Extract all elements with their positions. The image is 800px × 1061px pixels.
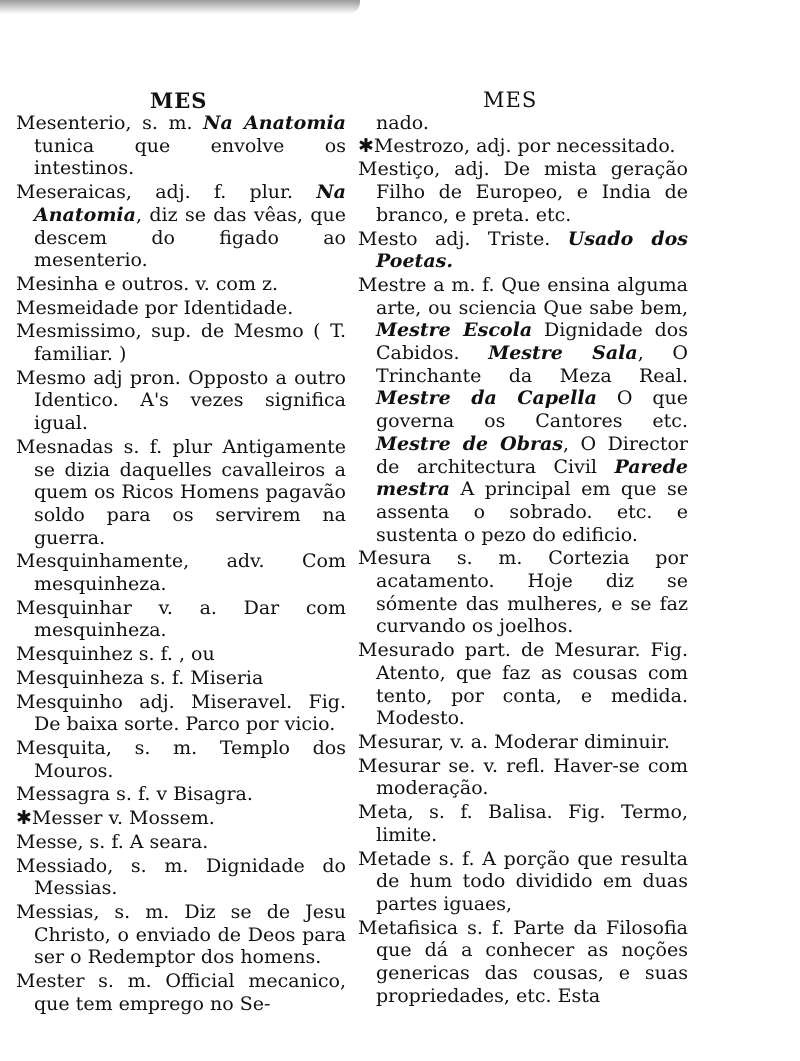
entry-definition: s. m. Cortezia por acatamento. Hoje diz se sómente das mulheres, e se faz curvando os joelhos.: [376, 547, 688, 638]
dictionary-entry: [358, 158, 688, 226]
dictionary-entry: [358, 228, 688, 273]
entry-definition: a m. f. Que ensina alguma arte, ou sciencia Que sabe bem,: [376, 273, 688, 319]
entry-headword: Mesmeidade: [16, 296, 139, 319]
entry-definition: , adv. Com mesquinheza.: [34, 550, 346, 596]
entry-headword: Mesmissimo: [16, 320, 136, 343]
entry-definition: tunica que envolve os intestinos.: [34, 134, 346, 180]
entry-headword: Mesquinhar: [16, 596, 132, 619]
dictionary-entry: [16, 112, 346, 180]
dictionary-entry: [358, 274, 688, 546]
dictionary-entry: [358, 731, 688, 754]
entry-definition: adj. Triste.: [417, 227, 568, 250]
entry-headword: Meseraicas: [16, 181, 126, 204]
entry-headword: ✱Messer: [16, 807, 103, 830]
entry-headword: Mesquita: [16, 736, 106, 759]
entry-headword: Mesura: [358, 547, 432, 570]
dictionary-entry: [358, 848, 688, 916]
dictionary-entry: [358, 917, 688, 1008]
entry-definition: s. f. Miseria: [143, 666, 264, 689]
dictionary-entry: [16, 273, 346, 296]
entry-headword: ✱Mestrozo: [358, 134, 464, 157]
dictionary-entry: [358, 639, 688, 730]
left-column: [16, 112, 346, 1016]
entry-definition: , diz se das vêas, que descem do figado ao mesenterio.: [34, 203, 346, 272]
dictionary-entry: [358, 547, 688, 638]
right-column-entries: [358, 135, 688, 1008]
entry-italic-text: Na Anatomia: [34, 181, 346, 226]
entry-definition: v. Mossem.: [102, 807, 215, 830]
dictionary-entry: [358, 801, 688, 846]
entry-definition: s. f. , ou: [132, 643, 215, 666]
entry-definition: e outros. v. com z.: [98, 272, 279, 295]
entry-headword: Messiado: [16, 854, 108, 877]
dictionary-entry: [16, 970, 346, 1015]
right-column: [358, 112, 688, 1008]
entry-headword: Mesquinho: [16, 690, 123, 713]
entry-headword: Mestre: [358, 273, 427, 296]
right-running-header: MES: [483, 88, 538, 112]
dictionary-entry: [16, 643, 346, 666]
entry-headword: Mesurado: [358, 639, 455, 662]
entry-headword: Mesto: [358, 227, 418, 250]
dictionary-entry: [16, 831, 346, 854]
entry-headword: Mesquinheza: [16, 666, 144, 689]
entry-definition: O que governa os Cantores etc.: [376, 387, 688, 433]
entry-headword: Messias: [16, 900, 94, 923]
dictionary-entry: [16, 691, 346, 736]
entry-definition: , s. m. Templo dos Mouros.: [34, 736, 346, 782]
left-running-header: MES: [150, 88, 208, 113]
dictionary-entry: [358, 755, 688, 800]
entry-definition: , adj. De mista geração Filho de Europeo, e India de branco, e preta. etc.: [376, 158, 688, 226]
entry-definition: s. f. Parte da Filosofia que dá a conhecer as noções genericas das cousas, e suas propriedades, etc. Esta: [376, 916, 688, 1007]
entry-italic-text: Mestre Escola: [376, 319, 533, 342]
entry-headword: Messagra: [16, 783, 111, 806]
entry-italic-text: Mestre da Capella: [376, 387, 597, 410]
entry-headword: Meta: [358, 801, 408, 824]
entry-definition: , s. f. A seara.: [77, 830, 209, 853]
dictionary-entry: [16, 901, 346, 969]
entry-definition: s. f. plur Antigamente se dizia daquelles cavalleiros a quem os Ricos Homens pagavão soldo para os servirem na guerra.: [34, 435, 346, 549]
dictionary-entry: [16, 807, 346, 830]
entry-definition: s. f. v Bisagra.: [110, 783, 253, 806]
entry-headword: Metafisica: [358, 916, 459, 939]
dictionary-entry: [16, 297, 346, 320]
entry-headword: Metade: [358, 847, 432, 870]
entry-definition: , s. m. Dignidade do Messias.: [34, 854, 346, 900]
entry-definition: , s. f. Balisa. Fig. Termo, limite.: [376, 801, 688, 846]
continued-text: nado.: [376, 112, 429, 134]
entry-definition: Dignidade dos Cabidos.: [376, 319, 688, 365]
dictionary-entry: [16, 737, 346, 782]
entry-definition: part. de Mesurar. Fig. Atento, que faz as cousas com tento, por conta, e medida. Modesto.: [376, 639, 688, 730]
entry-headword: Mesurar se: [358, 754, 470, 777]
entry-definition: , adj. por necessitado.: [463, 134, 676, 157]
dictionary-entry: [16, 436, 346, 550]
dictionary-entry: [16, 320, 346, 365]
dictionary-entry: [358, 135, 688, 158]
entry-headword: Mesenterio: [16, 112, 126, 134]
entry-headword: Mestiço: [358, 158, 435, 181]
entry-headword: Mester: [16, 970, 85, 993]
entry-definition: , O Director de architectura Civil: [376, 432, 688, 478]
entry-definition: por Identidade.: [138, 296, 294, 319]
entry-definition: adj pron. Opposto a outro Identico. A's vezes significa igual.: [34, 366, 346, 435]
entry-headword: Messe: [16, 830, 78, 853]
entry-headword: Mesurar: [358, 730, 439, 753]
dictionary-entry: [16, 783, 346, 806]
entry-headword: Mesquinhez: [16, 643, 133, 666]
entry-definition: s. m. Official mecanico, que tem emprego no Se-: [34, 970, 346, 1015]
entry-italic-text: Mestre Sala: [488, 342, 638, 365]
dictionary-entry: [16, 367, 346, 435]
entry-italic-text: Mestre de Obras: [376, 432, 564, 455]
dictionary-entry: [16, 667, 346, 690]
entry-headword: Mesmo: [16, 366, 86, 389]
entry-italic-text: Na Anatomia: [203, 112, 346, 134]
entry-definition: , s. m.: [125, 112, 204, 134]
entry-definition: adj. Miseravel. Fig. De baixa sorte. Parco por vicio.: [34, 690, 346, 736]
entry-definition: , adj. f. plur.: [125, 181, 317, 204]
entry-definition: , s. m. Diz se de Jesu Christo, o enviado de Deos para ser o Redemptor dos homens.: [34, 900, 346, 969]
entry-definition: , O Trinchante da Meza Real.: [376, 342, 688, 387]
dictionary-entry: [16, 597, 346, 642]
dictionary-entry: [16, 855, 346, 900]
entry-headword: Mesquinhamente: [16, 550, 184, 573]
entry-headword: Mesnadas: [16, 435, 114, 458]
dictionary-entry: [16, 550, 346, 595]
entry-definition: . v. refl. Haver-se com moderação.: [376, 754, 688, 800]
entry-italic-text: Parede mestra: [376, 455, 688, 501]
entry-definition: v. a. Dar com mesquinheza.: [34, 596, 346, 642]
entry-definition: s. f. A porção que resulta de hum todo dividido em duas partes iguaes,: [376, 847, 688, 915]
entry-definition: , sup. de Mesmo ( T. familiar. ): [34, 320, 346, 366]
entry-definition: A principal em que se assenta o sobrado. etc. e sustenta o pezo do edificio.: [376, 478, 688, 546]
entry-definition: , v. a. Moderar diminuir.: [438, 730, 670, 753]
entry-italic-text: Usado dos Poetas.: [376, 227, 688, 273]
dictionary-entry: [16, 181, 346, 272]
entry-headword: Mesinha: [16, 272, 99, 295]
